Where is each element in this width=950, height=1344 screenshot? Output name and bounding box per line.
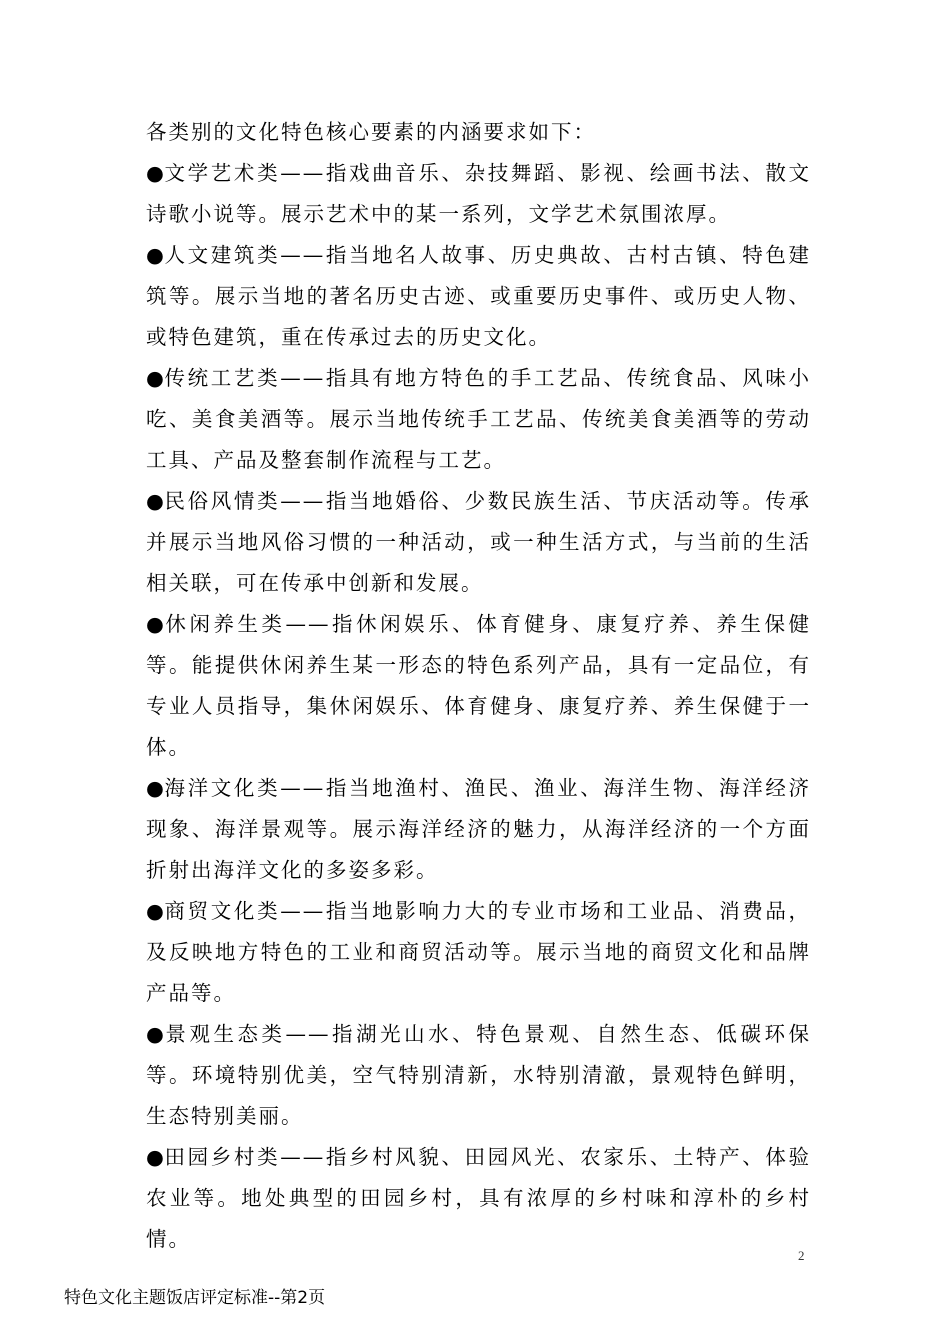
bullet-icon: ● xyxy=(146,366,165,390)
category-text: 商贸文化类——指当地影响力大的专业市场和工业品、消费品，及反映地方特色的工业和商贸活动等。展示当地的商贸文化和品牌产品等。 xyxy=(146,899,812,1005)
bullet-icon: ● xyxy=(146,243,165,267)
category-text: 传统工艺类——指具有地方特色的手工艺品、传统食品、风味小吃、美食美酒等。展示当地传统手工艺品、传统美食美酒等的劳动工具、产品及整套制作流程与工艺。 xyxy=(146,366,812,472)
category-text: 海洋文化类——指当地渔村、渔民、渔业、海洋生物、海洋经济现象、海洋景观等。展示海洋经济的魅力，从海洋经济的一个方面折射出海洋文化的多姿多彩。 xyxy=(146,776,812,882)
category-item-ocean-culture xyxy=(146,768,811,891)
category-item-humanities-architecture xyxy=(146,235,811,358)
category-item-commerce-culture xyxy=(146,891,811,1014)
category-text: 景观生态类——指湖光山水、特色景观、自然生态、低碳环保等。环境特别优美，空气特别清新，水特别清澈，景观特色鲜明，生态特别美丽。 xyxy=(146,1022,812,1128)
document-body xyxy=(146,112,811,1260)
category-item-traditional-craft xyxy=(146,358,811,481)
category-text: 民俗风情类——指当地婚俗、少数民族生活、节庆活动等。传承并展示当地风俗习惯的一种活动，或一种生活方式，与当前的生活相关联，可在传承中创新和发展。 xyxy=(146,489,812,595)
page-number: 2 xyxy=(798,1248,805,1263)
bullet-icon: ● xyxy=(146,776,165,800)
bullet-icon: ● xyxy=(146,489,165,513)
category-item-landscape-ecology xyxy=(146,1014,811,1137)
category-item-literature-art xyxy=(146,153,811,235)
category-item-leisure-health xyxy=(146,604,811,768)
category-item-folk-customs xyxy=(146,481,811,604)
category-text: 休闲养生类——指休闲娱乐、体育健身、康复疗养、养生保健等。能提供休闲养生某一形态的特色系列产品，具有一定品位，有专业人员指导，集休闲娱乐、体育健身、康复疗养、养生保健于一体。 xyxy=(146,612,812,759)
category-text: 田园乡村类——指乡村风貌、田园风光、农家乐、土特产、体验农业等。地处典型的田园乡村，具有浓厚的乡村味和淳朴的乡村情。 xyxy=(146,1145,812,1251)
bullet-icon: ● xyxy=(146,1145,165,1169)
bullet-icon: ● xyxy=(146,612,166,636)
intro-paragraph: 各类别的文化特色核心要素的内涵要求如下： xyxy=(146,120,596,144)
bullet-icon: ● xyxy=(146,1022,166,1046)
category-item-rural-pastoral xyxy=(146,1137,811,1260)
page-footer: 特色文化主题饭店评定标准--第2页 xyxy=(64,1288,326,1308)
category-text: 文学艺术类——指戏曲音乐、杂技舞蹈、影视、绘画书法、散文诗歌小说等。展示艺术中的某一系列，文学艺术氛围浓厚。 xyxy=(146,161,812,226)
bullet-icon: ● xyxy=(146,899,165,923)
bullet-icon: ● xyxy=(146,161,165,185)
category-text: 人文建筑类——指当地名人故事、历史典故、古村古镇、特色建筑等。展示当地的著名历史古迹、或重要历史事件、或历史人物、或特色建筑，重在传承过去的历史文化。 xyxy=(146,243,812,349)
